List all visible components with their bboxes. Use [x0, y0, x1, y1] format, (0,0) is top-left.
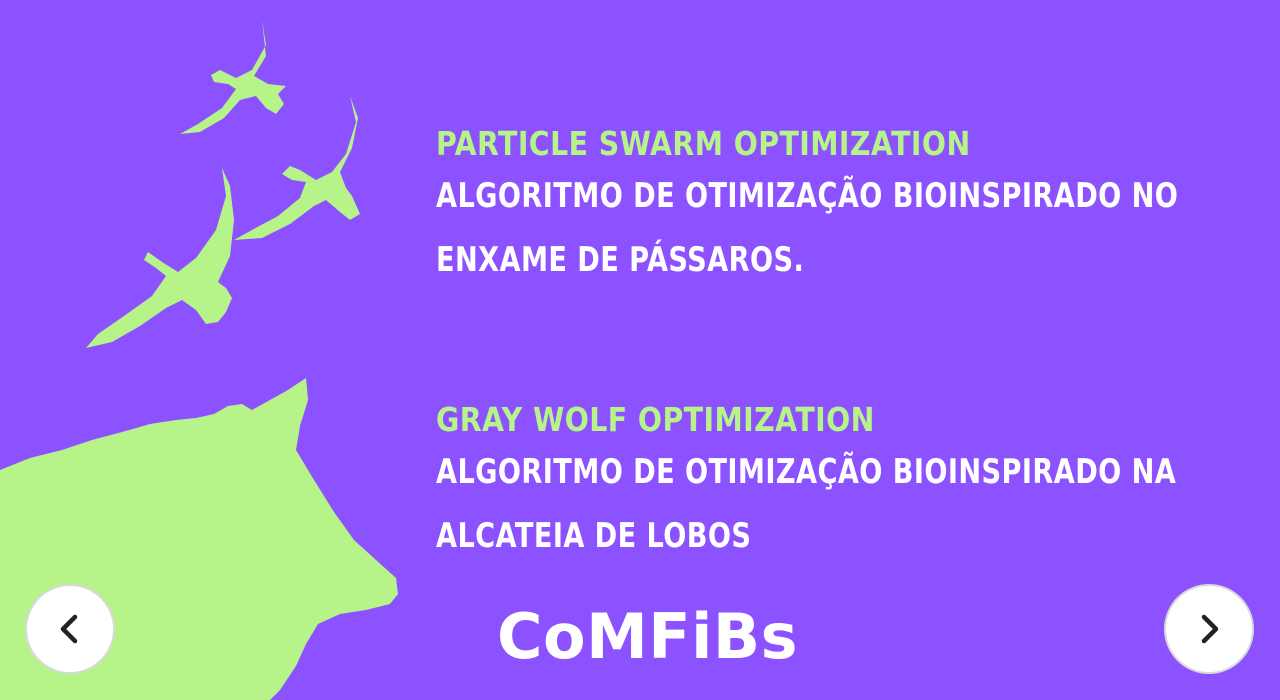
section-description: ALGORITMO DE OTIMIZAÇÃO BIOINSPIRADO NA ALCATEIA DE LOBOS: [436, 452, 1177, 556]
next-slide-button[interactable]: [1164, 584, 1254, 674]
previous-slide-button[interactable]: [25, 584, 115, 674]
section-heading: PARTICLE SWARM OPTIMIZATION: [436, 124, 971, 163]
bird-silhouette-icon: [180, 20, 286, 134]
brand-title: CoMFiBs: [497, 600, 799, 673]
bird-silhouette-icon: [234, 96, 360, 240]
section-gwo: [436, 400, 1276, 568]
section-heading: GRAY WOLF OPTIMIZATION: [436, 400, 875, 439]
section-description: ALGORITMO DE OTIMIZAÇÃO BIOINSPIRADO NO ENXAME DE PÁSSAROS.: [436, 176, 1179, 280]
chevron-right-icon: [1189, 609, 1229, 649]
chevron-left-icon: [50, 609, 90, 649]
section-pso: [436, 124, 1276, 292]
bird-silhouette-icon: [86, 168, 234, 348]
